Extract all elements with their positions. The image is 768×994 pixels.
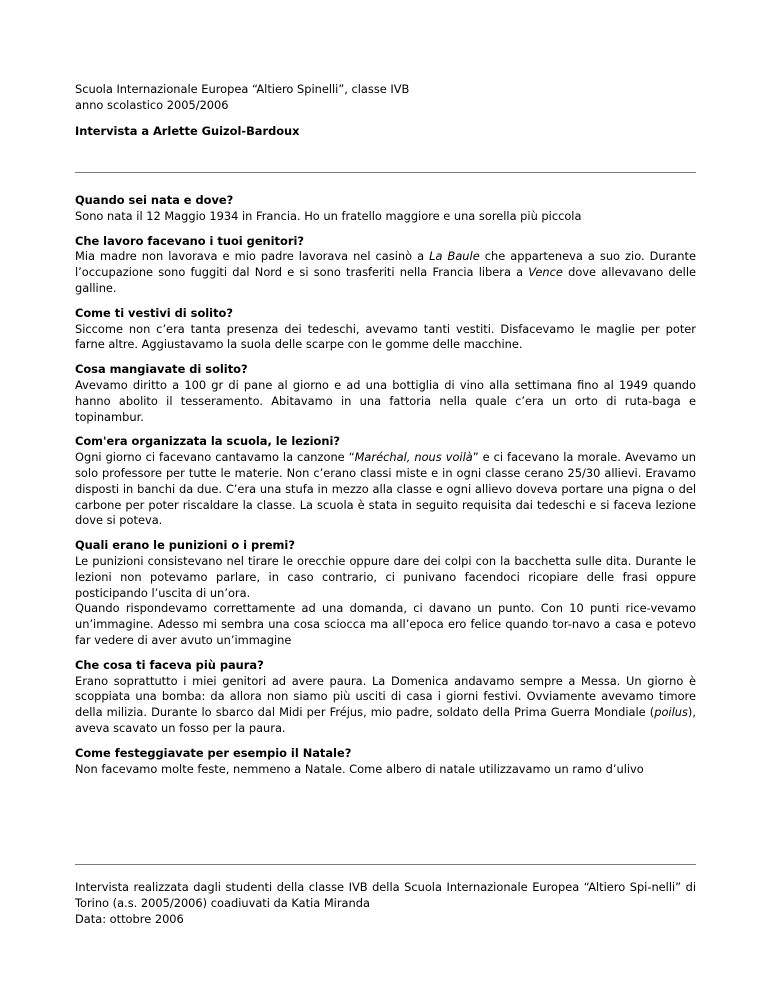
question: Come festeggiavate per esempio il Natale? (75, 745, 352, 760)
qa-block (75, 746, 696, 778)
qa-block (75, 658, 696, 737)
question: Che lavoro facevano i tuoi genitori? (75, 233, 304, 248)
bottom-divider (75, 864, 696, 865)
question: Cosa mangiavate di solito? (75, 362, 248, 377)
answer: Siccome non c’era tanta presenza dei tedeschi, avevamo tanti vestiti. Disfacevamo le maglie per poter farne altre. Aggiustavamo la suola delle scarpe con le gomme delle macchine. (75, 321, 696, 352)
footer-date: Data: ottobre 2006 (75, 911, 184, 926)
top-divider (75, 172, 696, 173)
qa-block (75, 538, 696, 649)
qa-list (75, 193, 696, 786)
school-year-line: anno scolastico 2005/2006 (75, 97, 229, 112)
answer: Ogni giorno ci facevano cantavamo la canzone “Maréchal, nous voilà” e ci facevano la morale. Avevamo un solo professore per tutte le materie. Non c’erano classi miste e in ogni classe cerano 25/30 allievi. Eravamo disposti in banchi da due. C’era una stufa in mezzo alla classe e ogni allievo doveva portare una pigna o del carbone per poter riscaldare la classe. La scuola è stata in seguito requisita dai tedeschi e si faceva lezione dove si poteva. (75, 450, 696, 528)
question: Com'era organizzata la scuola, le lezioni? (75, 434, 340, 449)
answer: Non facevamo molte feste, nemmeno a Natale. Come albero di natale utilizzavamo un ramo d’ulivo (75, 761, 644, 776)
answer: Mia madre non lavorava e mio padre lavorava nel casinò a La Baule che apparteneva a suo zio. Durante l’occupazione sono fuggiti dal Nord e si sono trasferiti nella Francia libera a Vence dove allevavano delle galline. (75, 249, 696, 295)
footer-credits: Intervista realizzata dagli studenti della classe IVB della Scuola Internazionale Europea “Altiero Spi-nelli” di Torino (a.s. 2005/2006) coadiuvati da Katia Miranda (75, 880, 696, 910)
interview-title: Intervista a Arlette Guizol-Bardoux (75, 123, 300, 138)
question: Quali erano le punizioni o i premi? (75, 538, 295, 553)
document-footer (75, 880, 696, 927)
qa-block (75, 362, 696, 425)
question: Come ti vestivi di solito? (75, 305, 233, 320)
qa-block (75, 193, 696, 225)
school-line: Scuola Internazionale Europea “Altiero Spinelli”, classe IVB (75, 82, 410, 96)
answer: Sono nata il 12 Maggio 1934 in Francia. Ho un fratello maggiore e una sorella più piccola (75, 208, 582, 223)
answer: Avevamo diritto a 100 gr di pane al giorno e ad una bottiglia di vino alla settimana fino al 1949 quando hanno abolito il tesseramento. Abitavamo in una fattoria nella quale c’era un orto di ruta-baga e topinambur. (75, 377, 696, 424)
qa-block (75, 306, 696, 353)
answer: Le punizioni consistevano nel tirare le orecchie oppure dare dei colpi con la bacchetta sulle dita. Durante le lezioni non potevamo parlare, in caso contrario, ci punivano facendoci ricopiare delle frasi oppure posticipando l’uscita di un’ora. Quando rispondevamo correttamente ad una domanda, ci davano un punto. Con 10 punti rice-vevamo un’immagine. Adesso mi sembra una cosa sciocca ma all’epoca ero felice quando tor-navo a casa e potevo far vedere di aver avuto un’immagine (75, 553, 696, 647)
document-header (75, 82, 696, 139)
qa-block (75, 234, 696, 297)
question: Quando sei nata e dove? (75, 193, 234, 207)
answer: Erano soprattutto i miei genitori ad avere paura. La Domenica andavamo sempre a Messa. Un giorno è scoppiata una bomba: da allora non siamo più usciti di casa i giorni festivi. Ovviamente avevamo timore della milizia. Durante lo sbarco dal Midi per Fréjus, mio padre, soldato della Prima Guerra Mondiale (poilus), aveva scavato un fosso per la paura. (75, 673, 696, 735)
qa-block (75, 434, 696, 529)
question: Che cosa ti faceva più paura? (75, 657, 264, 672)
